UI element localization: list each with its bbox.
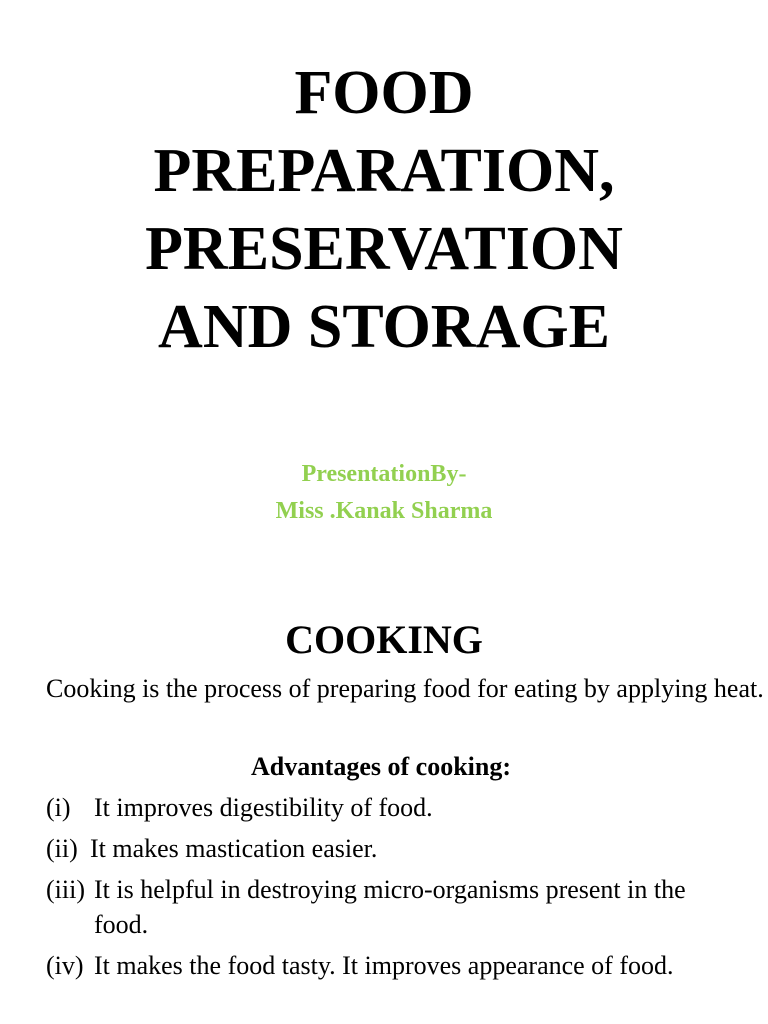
advantages-heading: Advantages of cooking:	[250, 752, 511, 781]
advantage-text: It makes the food tasty. It improves appearance of food.	[94, 951, 674, 980]
title-line: FOOD	[294, 59, 474, 127]
advantage-item	[46, 831, 726, 866]
advantage-number: (i)	[46, 793, 71, 822]
advantage-text: It improves digestibility of food.	[94, 793, 433, 822]
cooking-definition: Cooking is the process of preparing food for eating by applying heat.	[46, 674, 764, 703]
title-line: AND STORAGE	[158, 293, 610, 361]
author-name: Miss .Kanak Sharma	[275, 498, 493, 524]
advantage-text: It makes mastication easier.	[90, 834, 378, 863]
advantage-number: (iv)	[46, 951, 84, 980]
cooking-slide	[0, 592, 768, 1024]
presenter-byline	[0, 456, 768, 530]
advantage-item	[46, 872, 726, 942]
advantage-number: (ii)	[46, 834, 78, 863]
title-line: PREPARATION,	[153, 137, 615, 205]
presentation-title	[0, 54, 768, 366]
advantage-text: It is helpful in destroying micro-organisms present in the food.	[94, 875, 686, 939]
advantage-item	[46, 948, 726, 983]
title-line: PRESERVATION	[145, 215, 623, 283]
advantages-list	[46, 790, 726, 989]
advantage-item	[46, 790, 726, 825]
cooking-heading: COOKING	[285, 617, 483, 662]
advantage-number: (iii)	[46, 875, 85, 904]
byline-label: PresentationBy-	[301, 461, 467, 487]
